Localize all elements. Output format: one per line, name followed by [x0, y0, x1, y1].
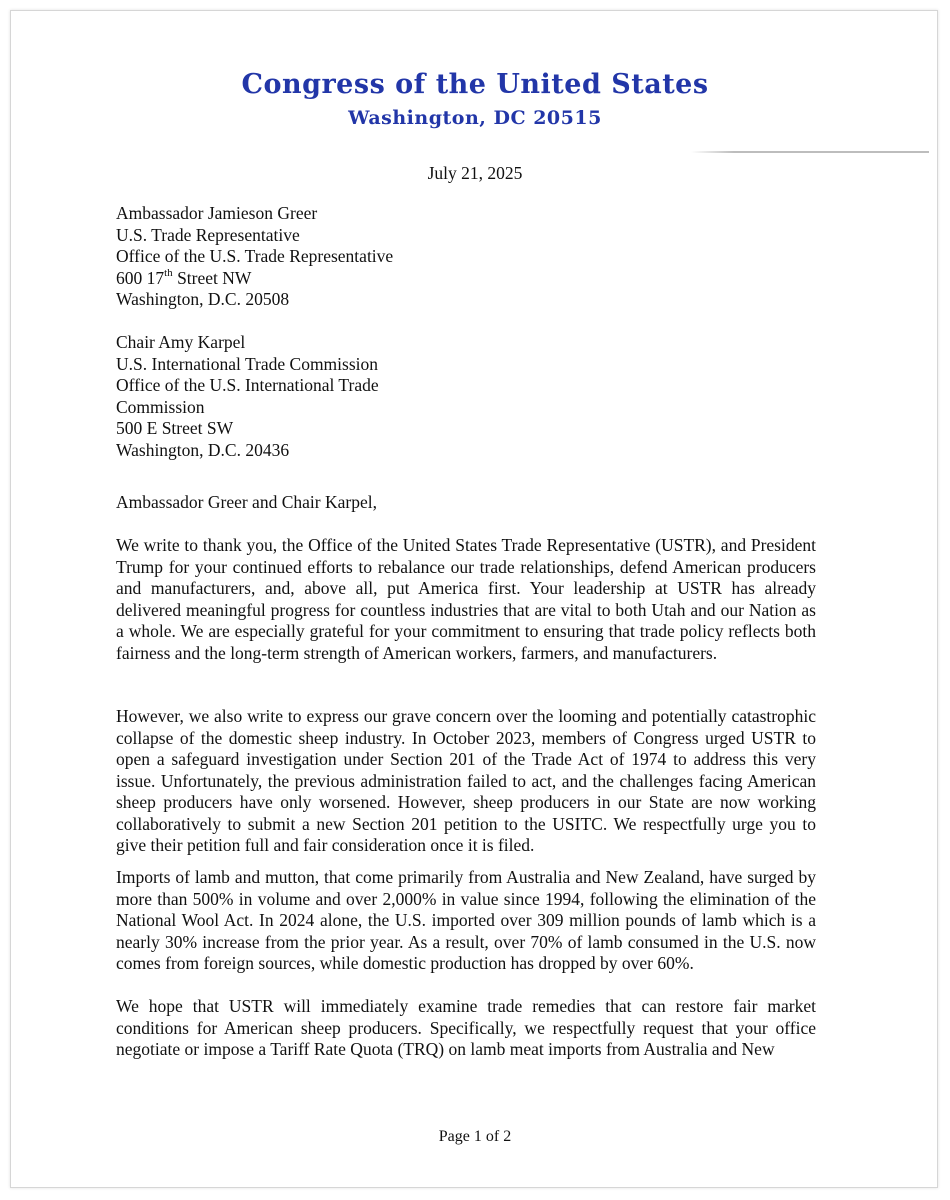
header-divider: [691, 151, 929, 153]
letter-page: [10, 10, 938, 1188]
letterhead-title: Congress of the United States: [241, 69, 709, 100]
salutation: Ambassador Greer and Chair Karpel,: [116, 492, 377, 512]
recipient-name: Chair Amy Karpel: [116, 332, 246, 352]
recipient-street: 500 E Street SW: [116, 418, 234, 438]
recipient-block-usitc: [116, 332, 876, 461]
recipient-title: U.S. International Trade Commission: [116, 353, 379, 374]
recipient-office-cont: Commission: [116, 396, 205, 417]
recipient-city: Washington, D.C. 20508: [116, 289, 290, 309]
body-paragraph-4: We hope that USTR will immediately examine trade remedies that can restore fair market conditions for American sheep producers. Specifically, we respectfully request that your office negotiate or impose a Tariff Rate Quota (TRQ) on lamb meat imports from Australia and New: [116, 996, 816, 1059]
recipient-name: Ambassador Jamieson Greer: [116, 203, 318, 223]
recipient-city: Washington, D.C. 20436: [116, 439, 290, 460]
recipient-street: 600 17th Street NW: [116, 266, 252, 288]
letterhead-address: Washington, DC 20515: [348, 107, 602, 129]
recipient-block-ustr: [116, 203, 876, 311]
recipient-office: Office of the U.S. Trade Representative: [116, 246, 394, 266]
page-number: Page 1 of 2: [438, 1128, 512, 1145]
body-paragraph-1: We write to thank you, the Office of the United States Trade Representative (USTR), and President Trump for your continued efforts to rebalance our trade relationships, defend American producers and manufacturers, and, above all, put America first. Your leadership at USTR has already delivered meaningful progress for countless industries that are vital to both Utah and our Nation as a whole. We are especially grateful for your commitment to ensuring that trade policy reflects both fairness and the long-term strength of American workers, farmers, and manufacturers.: [116, 535, 816, 663]
letter-date: July 21, 2025: [427, 163, 523, 183]
recipient-office: Office of the U.S. International Trade: [116, 375, 379, 395]
body-paragraph-3: Imports of lamb and mutton, that come primarily from Australia and New Zealand, have surged by more than 500% in volume and over 2,000% in value since 1994, following the elimination of the National Wool Act. In 2024 alone, the U.S. imported over 309 million pounds of lamb which is a nearly 30% increase from the prior year. As a result, over 70% of lamb consumed in the U.S. now comes from foreign sources, while domestic production has dropped by over 60%.: [116, 867, 816, 973]
body-paragraph-2: However, we also write to express our grave concern over the looming and potentially catastrophic collapse of the domestic sheep industry. In October 2023, members of Congress urged USTR to open a safeguard investigation under Section 201 of the Trade Act of 1974 to address this very issue. Unfortunately, the previous administration failed to act, and the challenges facing American sheep producers have only worsened. However, sheep producers in our State are now working collaboratively to submit a new Section 201 petition to the USITC. We respectfully urge you to give their petition full and fair consideration once it is filed.: [116, 706, 816, 855]
recipient-title: U.S. Trade Representative: [116, 224, 300, 245]
